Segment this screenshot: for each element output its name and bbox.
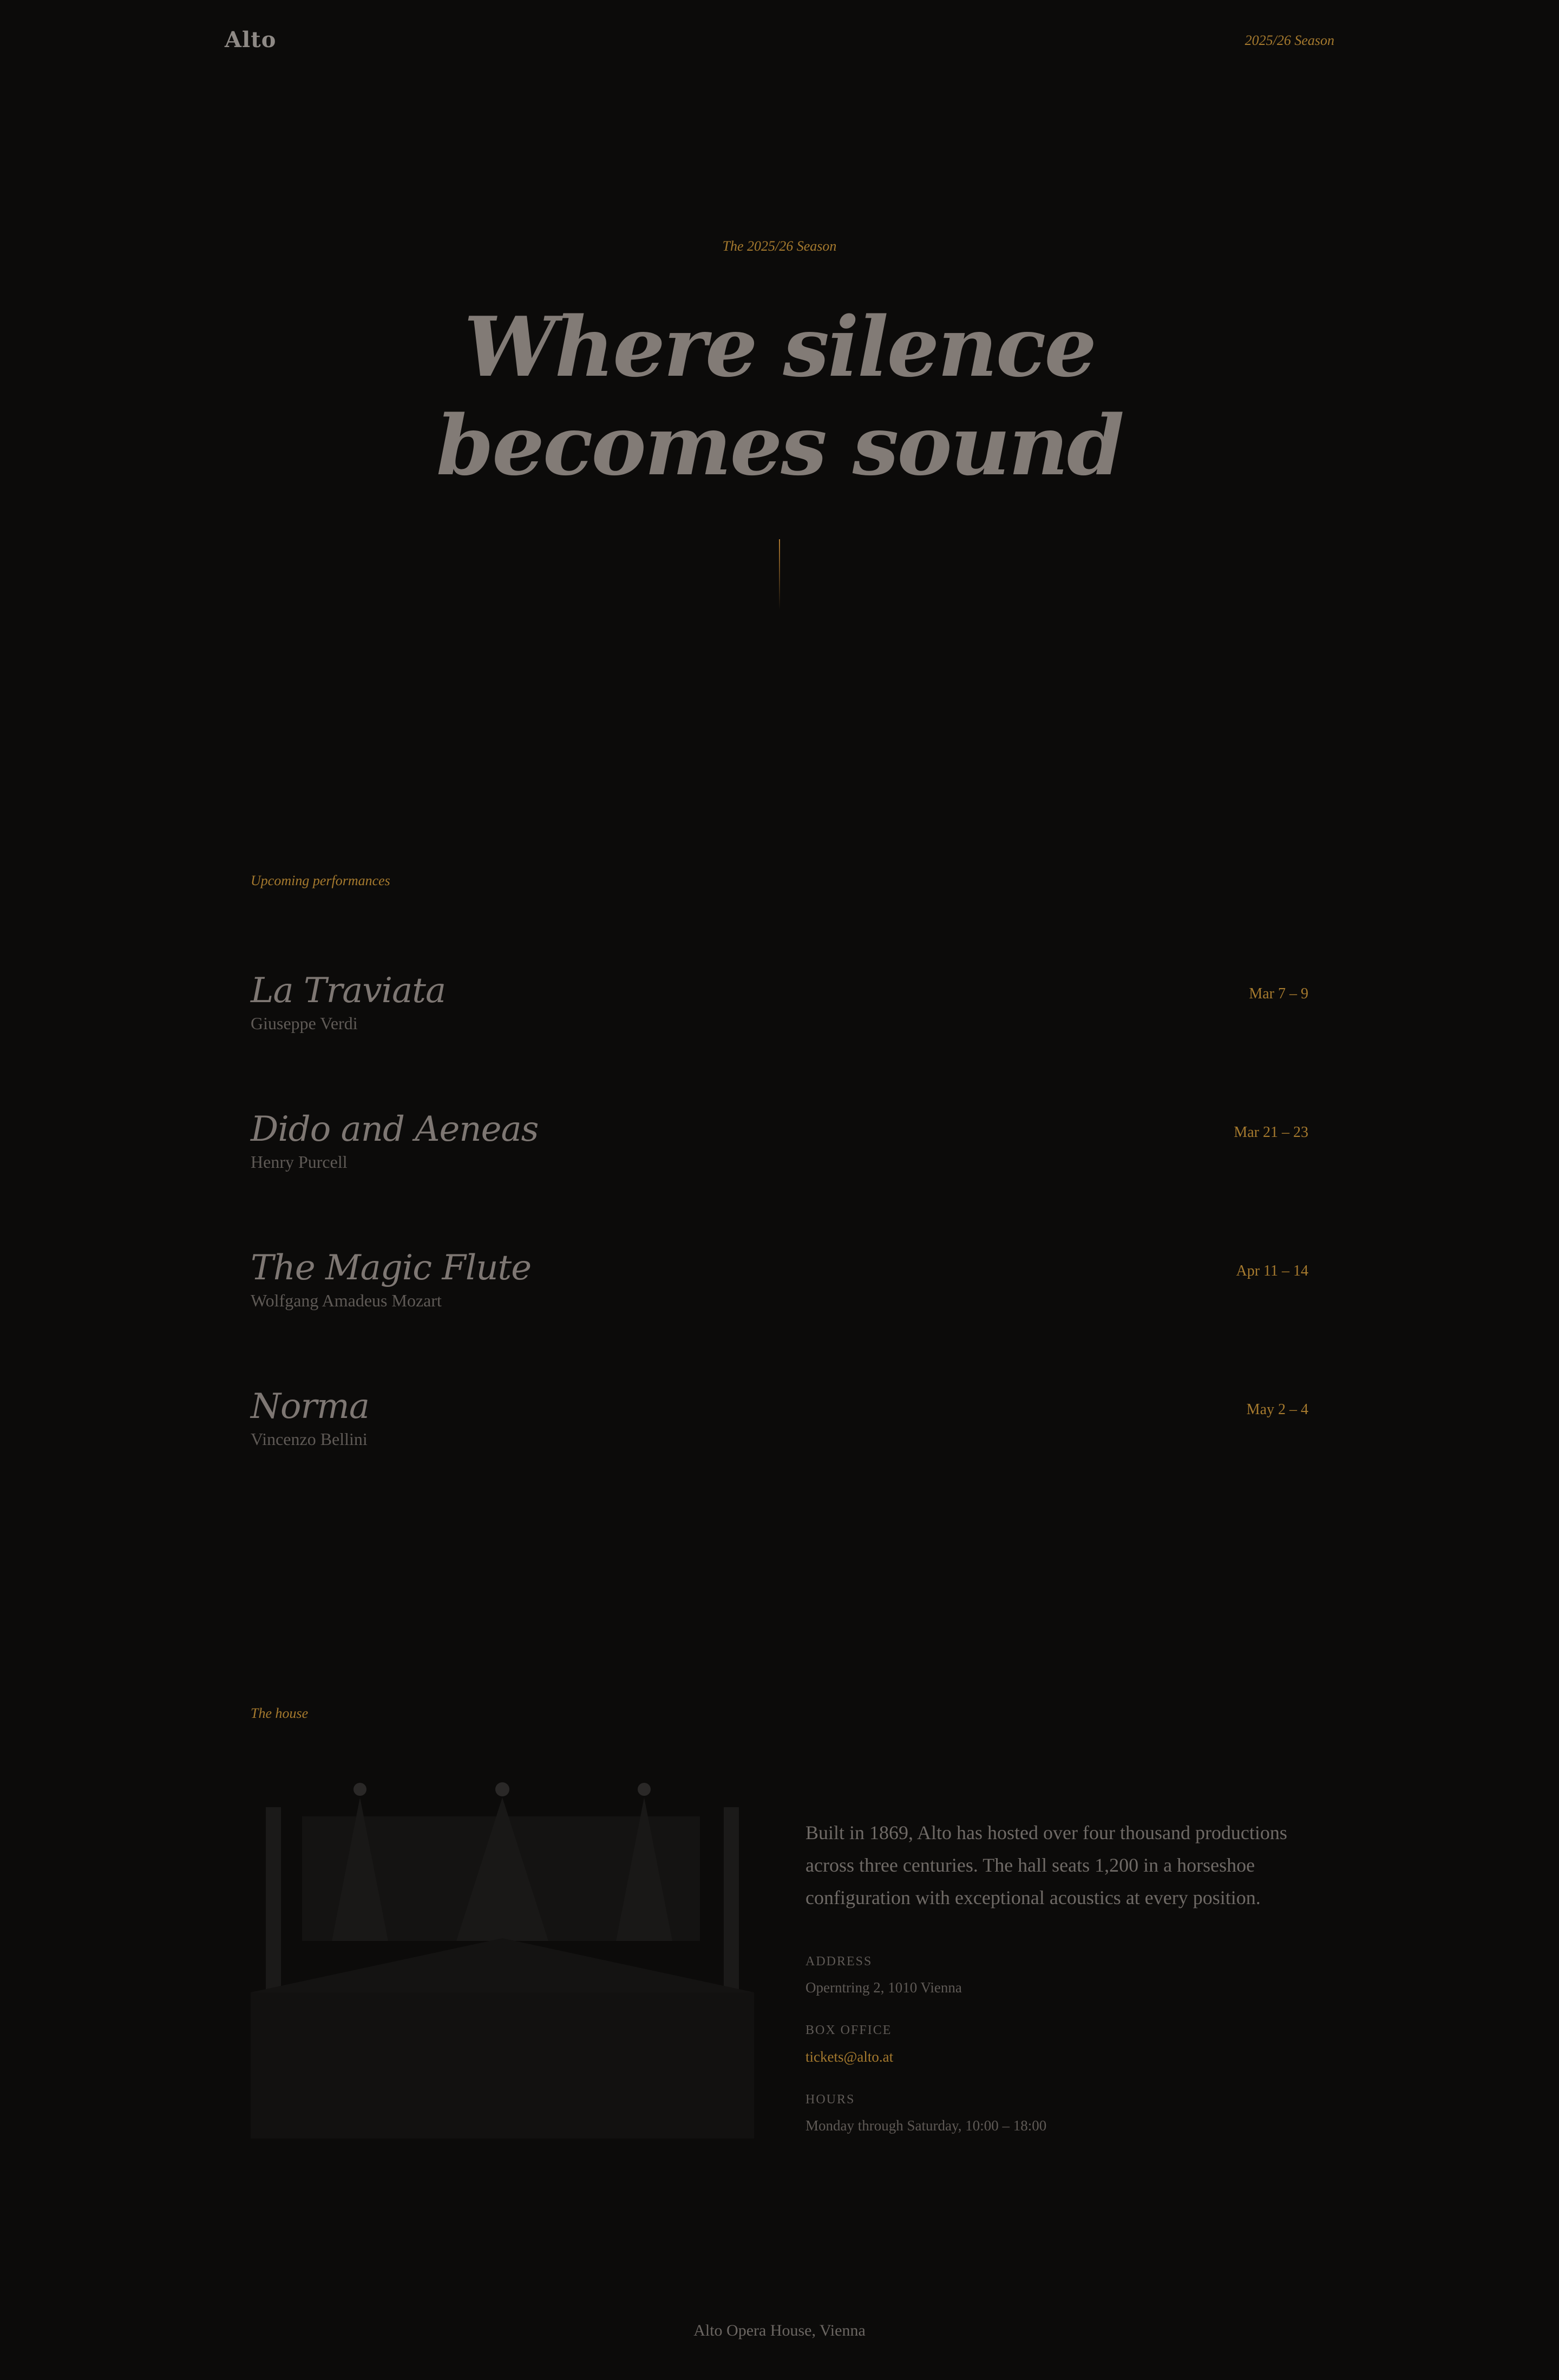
performance-dates: May 2 – 4 (1246, 1401, 1308, 1418)
performance-composer: Wolfgang Amadeus Mozart (251, 1291, 442, 1310)
performance-item[interactable] (251, 1108, 1308, 1189)
performance-dates: Apr 11 – 14 (1236, 1263, 1308, 1279)
performance-title[interactable]: La Traviata (251, 971, 446, 1011)
hero-title-line-1: Where silence (463, 298, 1096, 395)
address-value: Operntring 2, 1010 Vienna (805, 1979, 962, 1996)
box-office-label: BOX OFFICE (805, 2023, 892, 2037)
house-eyebrow: The house (251, 1705, 309, 1721)
hero-eyebrow: The 2025/26 Season (722, 238, 837, 254)
season-nav-link[interactable]: 2025/26 Season (1244, 32, 1334, 48)
performances-eyebrow: Upcoming performances (251, 873, 390, 888)
footer-text: Alto Opera House, Vienna (693, 2322, 866, 2339)
hero-title (0, 298, 1559, 495)
performance-composer: Vincenzo Bellini (251, 1429, 368, 1449)
performance-item[interactable] (251, 969, 1308, 1050)
performance-title[interactable]: Dido and Aeneas (251, 1109, 539, 1149)
performance-dates: Mar 21 – 23 (1234, 1124, 1308, 1141)
hero-title-line-2: becomes sound (436, 397, 1123, 494)
performance-item[interactable] (251, 1385, 1308, 1466)
address-label: ADDRESS (805, 1954, 873, 1969)
performance-title[interactable]: Norma (251, 1387, 369, 1427)
performance-title[interactable]: The Magic Flute (251, 1248, 532, 1288)
performance-composer: Henry Purcell (251, 1152, 348, 1172)
stage-illustration (251, 1776, 754, 2141)
performance-dates: Mar 7 – 9 (1249, 985, 1308, 1002)
hours-label: HOURS (805, 2093, 855, 2107)
house-description: Built in 1869, Alto has hosted over four thousand productions across three centuries. The hall seats 1,200 in a horseshoe configuration with exceptional acoustics at every position. (805, 1822, 1287, 1908)
performance-composer: Giuseppe Verdi (251, 1014, 358, 1033)
hero-scroll-line (779, 539, 780, 610)
hours-value: Monday through Saturday, 10:00 – 18:00 (805, 2117, 1047, 2134)
site-logo[interactable]: Alto (225, 27, 277, 53)
performance-item[interactable] (251, 1246, 1308, 1328)
box-office-email-link[interactable]: tickets@alto.at (805, 2049, 894, 2065)
